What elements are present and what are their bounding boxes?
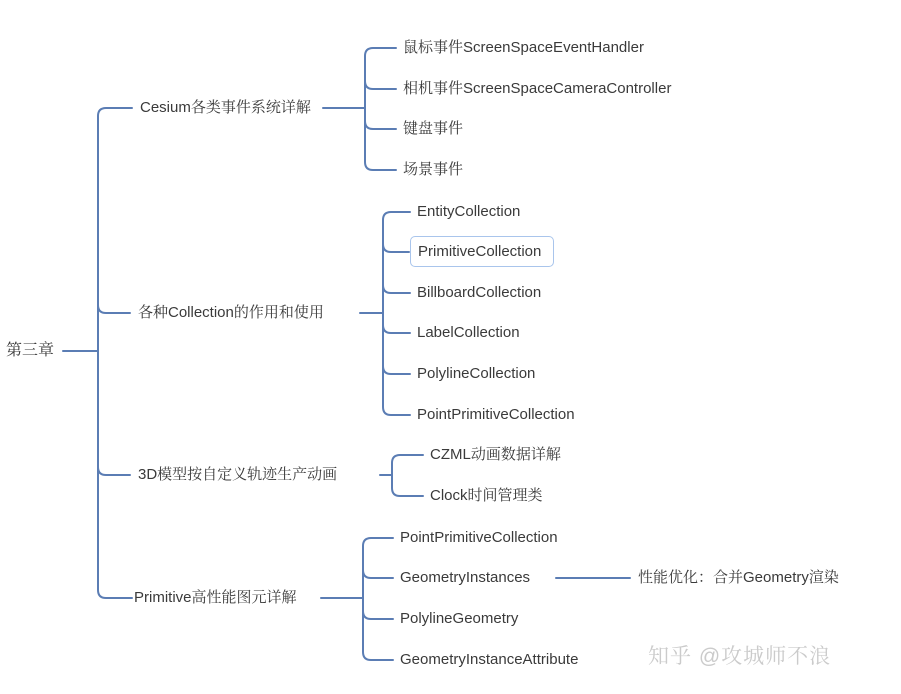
trunk [98,108,132,598]
branch-4-children-rail [363,538,393,660]
trunk-joint-branch-2 [98,305,130,313]
branch-2-joint-5 [383,366,410,374]
node-czml-animation-data[interactable]: CZML动画数据详解 [430,446,561,463]
node-polylinegeometry[interactable]: PolylineGeometry [400,610,519,627]
node-labelcollection[interactable]: LabelCollection [417,324,520,341]
node-entitycollection[interactable]: EntityCollection [417,203,521,220]
node-pointprimitivecollection-2[interactable]: PointPrimitiveCollection [400,529,558,546]
trunk-joint-branch-3 [98,467,130,475]
node-pointprimitivecollection-1[interactable]: PointPrimitiveCollection [417,406,575,423]
node-collections-usage[interactable]: 各种Collection的作用和使用 [138,304,324,321]
node-geometryinstanceattribute[interactable]: GeometryInstanceAttribute [400,651,579,668]
node-primitive-high-performance[interactable]: Primitive高性能图元详解 [134,589,297,606]
node-billboardcollection[interactable]: BillboardCollection [417,284,542,301]
node-clock-time-manager[interactable]: Clock时间管理类 [430,487,543,504]
branch-2-joint-2 [383,244,409,252]
branch-2-children-rail [383,212,410,415]
node-mouse-event-screenspaceeventhandler[interactable]: 鼠标事件ScreenSpaceEventHandler [403,39,644,56]
node-performance-merge-geometry-render[interactable]: 性能优化：合并Geometry渲染 [638,569,839,586]
node-3d-model-track-animation[interactable]: 3D模型按自定义轨迹生产动画 [138,466,338,483]
node-polylinecollection[interactable]: PolylineCollection [417,365,536,382]
branch-1-joint-3 [365,121,396,129]
node-geometryinstances[interactable]: GeometryInstances [400,569,531,586]
branch-2-joint-3 [383,285,410,293]
node-camera-event-screenspacecameracontroller[interactable]: 相机事件ScreenSpaceCameraController [403,80,672,97]
branch-4-joint-2 [363,570,393,578]
node-scene-event[interactable]: 场景事件 [403,161,464,178]
branch-1-joint-2 [365,81,396,89]
branch-3-children-rail [392,455,423,496]
node-primitivecollection-selected[interactable]: PrimitiveCollection [410,236,554,267]
node-cesium-event-systems[interactable]: Cesium各类事件系统详解 [140,99,311,116]
node-root-chapter-3[interactable]: 第三章 [6,342,55,359]
branch-4-joint-3 [363,611,393,619]
branch-1-children-rail [365,48,396,170]
branch-2-joint-4 [383,325,410,333]
node-keyboard-event[interactable]: 键盘事件 [403,120,464,137]
zhihu-watermark: 知乎 @攻城师不浪 [648,645,832,668]
